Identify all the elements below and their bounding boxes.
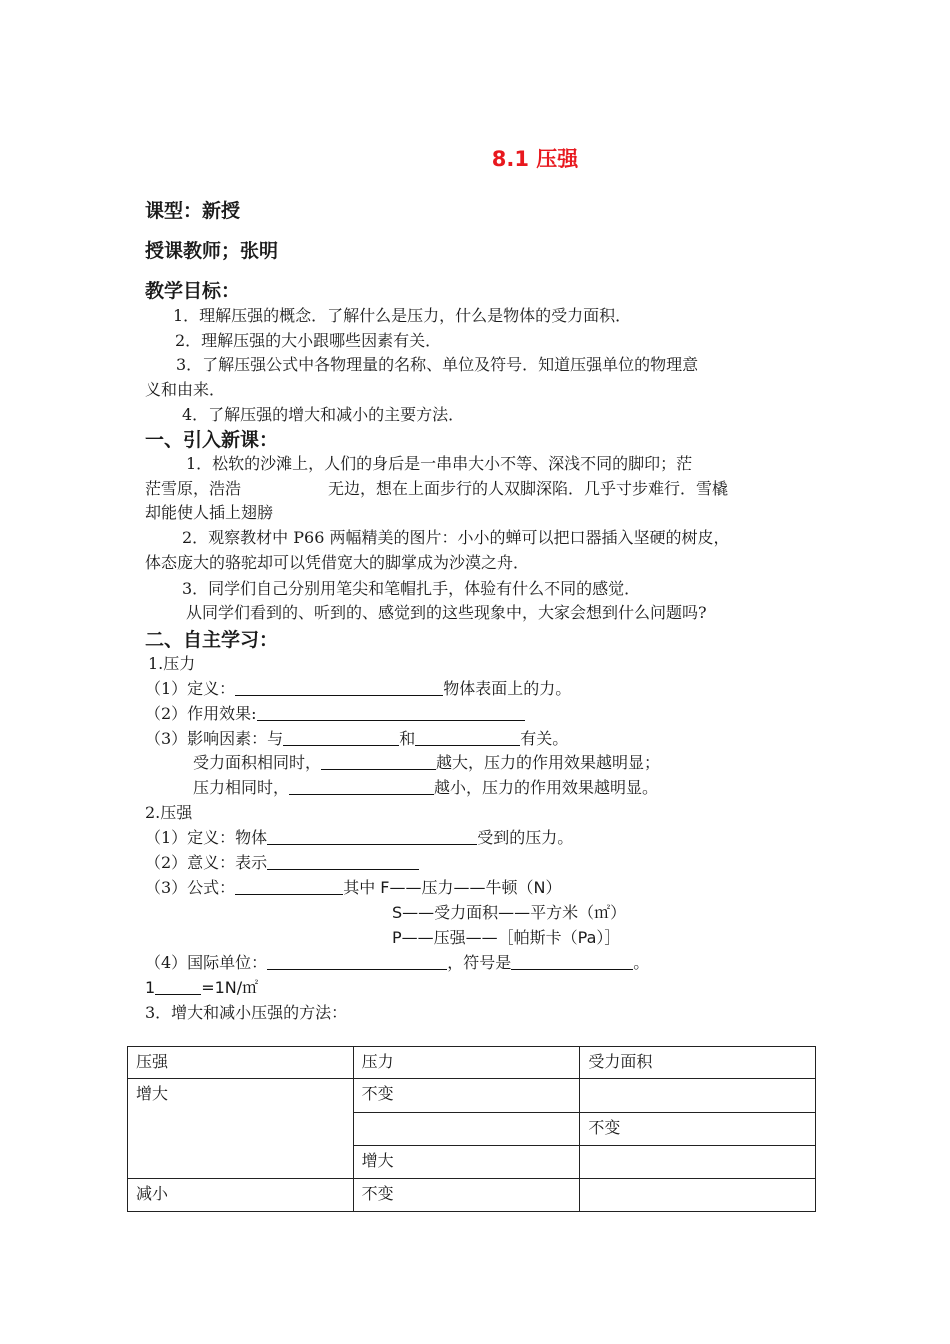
answer-blank[interactable] xyxy=(415,729,520,746)
answer-blank[interactable] xyxy=(321,753,436,770)
page-title: 8.1 压强 xyxy=(491,147,579,171)
objectives-heading: 教学目标： xyxy=(145,280,241,302)
self-study-heading: 二、自主学习： xyxy=(145,629,279,651)
methods-title: 3．增大和减小压强的方法： xyxy=(145,1003,348,1022)
intro-line-4: 2．观察教材中 P66 两幅精美的图片：小小的蝉可以把口器插入坚硬的树皮， xyxy=(182,528,730,547)
pressure-methods-table xyxy=(127,1046,816,1212)
table-header-row xyxy=(128,1047,816,1079)
table-cell: 不变 xyxy=(353,1179,580,1212)
intro-line-3: 却能使人插上翅膀 xyxy=(145,503,274,522)
answer-blank[interactable] xyxy=(289,778,434,795)
answer-blank[interactable] xyxy=(267,853,419,870)
intro-heading: 一、引入新课： xyxy=(145,429,279,451)
unit-equation: 1 =1N/㎡ xyxy=(145,978,259,997)
lesson-type: 课型：新授 xyxy=(145,200,241,222)
table-cell: 不变 xyxy=(580,1113,816,1146)
pressure-force-title: 1.压力 xyxy=(148,654,196,673)
table-header: 压强 xyxy=(128,1047,354,1079)
force-factor-line-1: 受力面积相同时， 越大，压力的作用效果越明显； xyxy=(193,753,661,772)
table-cell: 不变 xyxy=(353,1079,580,1113)
intro-line-6: 3．同学们自己分别用笔尖和笔帽扎手，体验有什么不同的感觉． xyxy=(182,579,641,598)
table-cell[interactable] xyxy=(580,1179,816,1212)
intro-line-2b: 无边，想在上面步行的人双脚深陷．几乎寸步难行．雪橇 xyxy=(328,479,729,498)
answer-blank[interactable] xyxy=(155,978,201,995)
answer-blank[interactable] xyxy=(267,953,447,970)
objective-3-cont: 义和由来． xyxy=(145,380,226,399)
teacher: 授课教师；张明 xyxy=(145,240,279,262)
pressure-formula: （3）公式： 其中 F——压力——牛顿（N） xyxy=(145,878,562,897)
formula-s: S——受力面积——平方米（㎡） xyxy=(392,903,627,922)
table-header: 压力 xyxy=(353,1047,580,1079)
table-cell-increase: 增大 xyxy=(128,1079,354,1179)
table-cell: 增大 xyxy=(353,1146,580,1179)
objective-3: 3．了解压强公式中各物理量的名称、单位及符号．知道压强单位的物理意 xyxy=(176,355,699,374)
intro-line-1: 1．松软的沙滩上，人们的身后是一串串大小不等、深浅不同的脚印；茫 xyxy=(186,454,693,473)
table-header: 受力面积 xyxy=(580,1047,816,1079)
intro-line-7: 从同学们看到的、听到的、感觉到的这些现象中，大家会想到什么问题吗? xyxy=(186,603,707,622)
answer-blank[interactable] xyxy=(283,729,399,746)
answer-blank[interactable] xyxy=(267,828,477,845)
answer-blank[interactable] xyxy=(511,953,633,970)
si-unit: （4）国际单位： ，符号是 。 xyxy=(145,953,650,972)
objective-1: 1．理解压强的概念．了解什么是压力，什么是物体的受力面积． xyxy=(173,306,632,325)
force-effect: （2）作用效果: xyxy=(145,701,525,724)
answer-blank[interactable] xyxy=(235,878,343,895)
table-cell[interactable] xyxy=(580,1146,816,1179)
pressure-definition: （1）定义：物体 受到的压力。 xyxy=(145,828,574,847)
force-factors: （3）影响因素：与 和 有关。 xyxy=(145,729,569,748)
formula-p: P——压强——［帕斯卡（Pa）］ xyxy=(392,928,621,947)
intro-line-5: 体态庞大的骆驼却可以凭借宽大的脚掌成为沙漠之舟． xyxy=(145,553,530,572)
answer-blank[interactable] xyxy=(235,679,443,696)
objective-4: 4．了解压强的增大和减小的主要方法． xyxy=(182,405,465,424)
table-row xyxy=(128,1179,816,1212)
table-cell-decrease: 减小 xyxy=(128,1179,354,1212)
table-cell[interactable] xyxy=(353,1113,580,1146)
pressure-meaning: （2）意义：表示 xyxy=(145,850,419,873)
force-factor-line-2: 压力相同时， 越小，压力的作用效果越明显。 xyxy=(193,778,659,797)
force-definition: （1）定义： 物体表面上的力。 xyxy=(145,679,572,698)
answer-blank[interactable] xyxy=(257,704,525,721)
intro-line-2a: 茫雪原，浩浩 xyxy=(145,479,242,498)
table-row xyxy=(128,1079,816,1113)
objective-2: 2．理解压强的大小跟哪些因素有关． xyxy=(175,331,442,350)
pressure-title: 2.压强 xyxy=(145,803,193,822)
table-cell[interactable] xyxy=(580,1079,816,1113)
